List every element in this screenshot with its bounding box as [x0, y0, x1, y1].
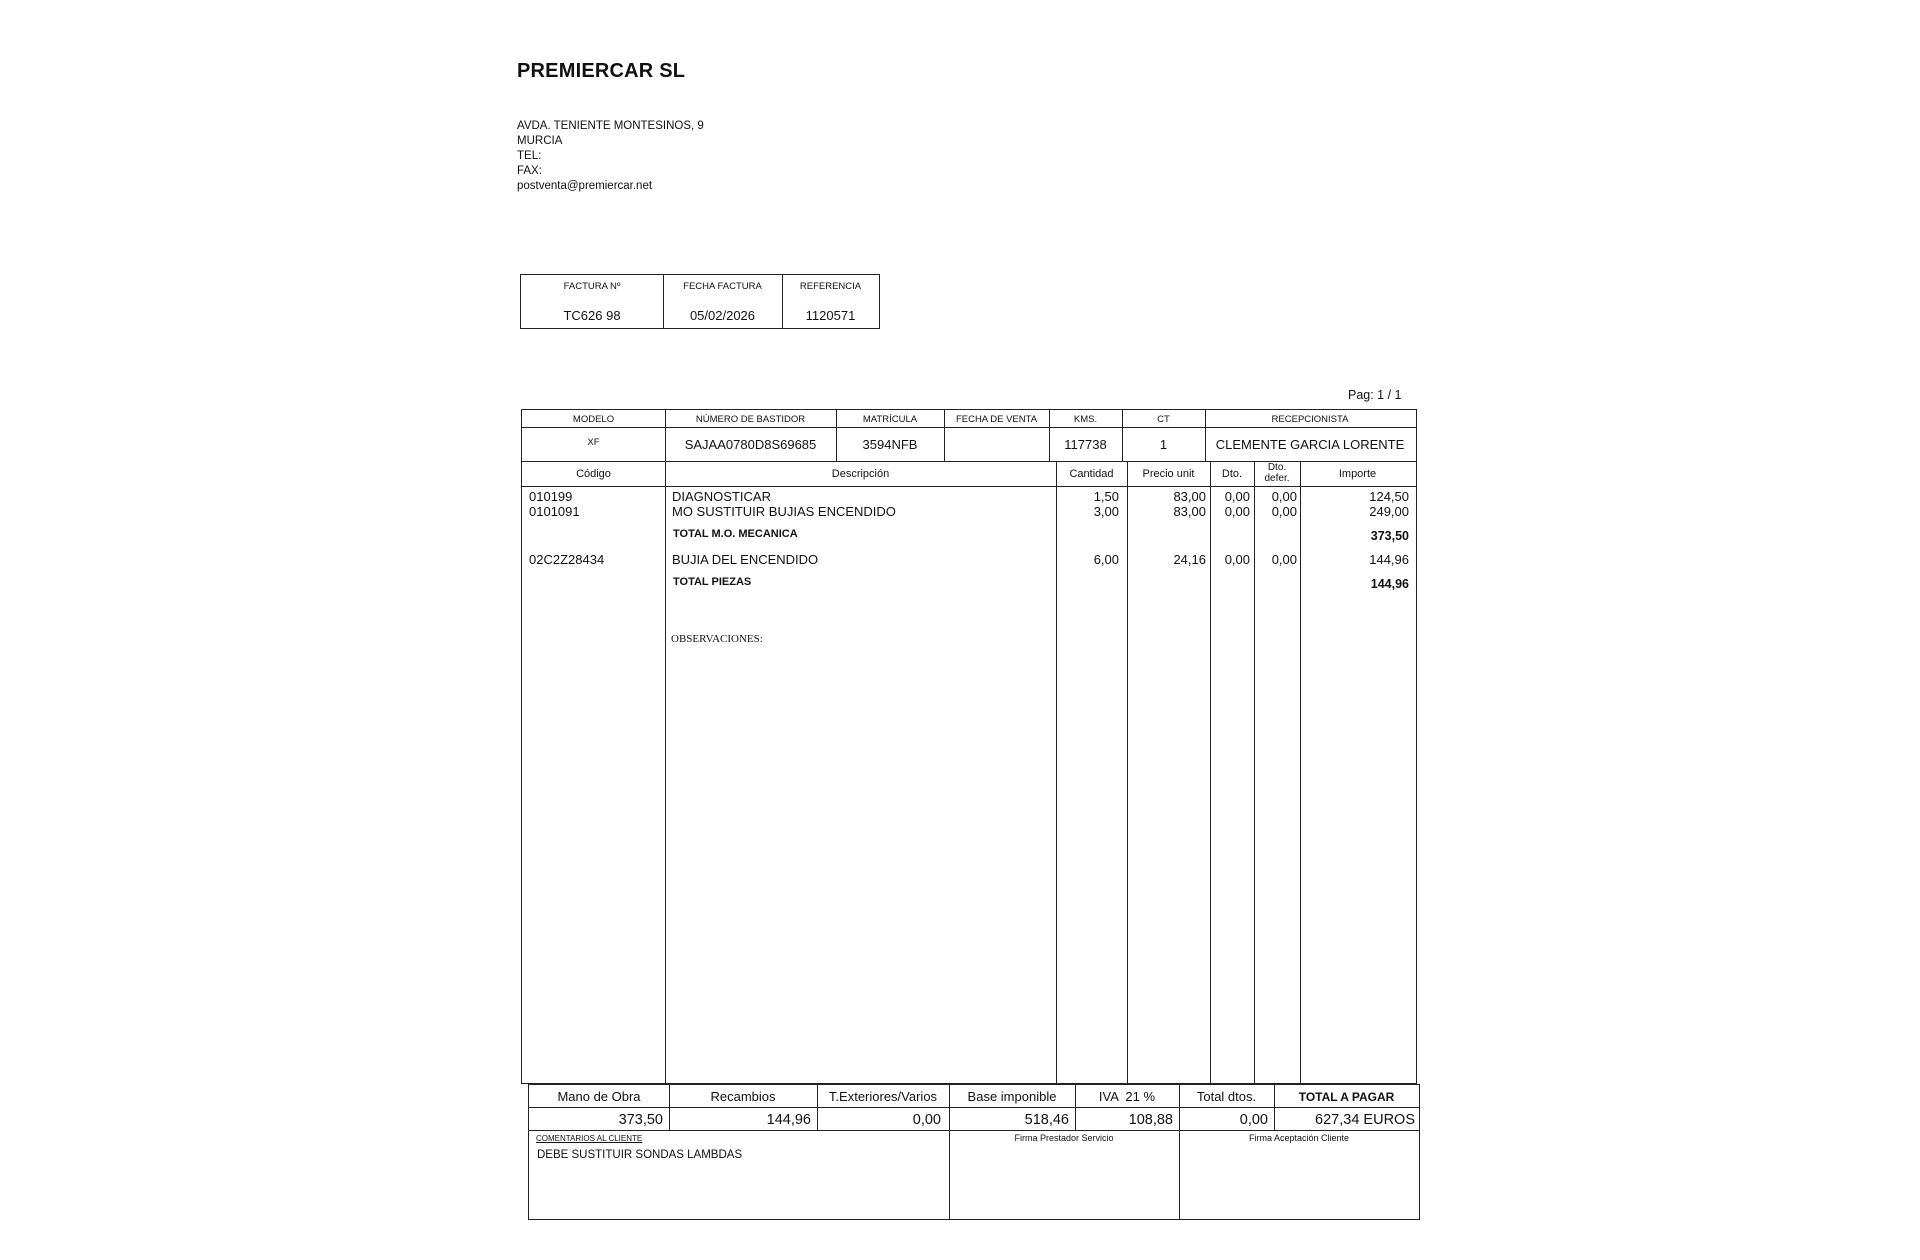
summary-recambios-label: Recambios — [710, 1089, 776, 1104]
col-dto-defer — [1254, 462, 1300, 484]
col-cantidad: Cantidad — [1069, 468, 1114, 480]
header-bastidor: NÚMERO DE BASTIDOR — [695, 414, 806, 425]
company-address: AVDA. TENIENTE MONTESINOS, 9 — [517, 120, 704, 132]
line-1-dto: 0,00 — [1224, 489, 1250, 504]
company-tel: TEL: — [517, 150, 542, 162]
col-importe: Importe — [1338, 468, 1377, 480]
invoice-ref: 1120571 — [805, 308, 856, 323]
subtotal-mo-value: 373,50 — [1370, 529, 1409, 543]
col-descripcion: Descripción — [831, 468, 890, 480]
col-codigo: Código — [576, 468, 611, 480]
line-2-descripcion: MO SUSTITUIR BUJIAS ENCENDIDO — [672, 504, 896, 519]
line-2-dto: 0,00 — [1224, 504, 1250, 519]
invoice-number-label: FACTURA Nº — [563, 281, 621, 292]
company-address-block — [517, 119, 704, 194]
line-3-dto: 0,00 — [1224, 552, 1250, 567]
firma-prestador: Firma Prestador Servicio — [1014, 1133, 1114, 1143]
invoice-number: TC626 98 — [563, 308, 621, 323]
line-1-importe: 124,50 — [1369, 489, 1409, 504]
line-2-precio: 83,00 — [1173, 504, 1206, 519]
line-2-dto-defer: 0,00 — [1271, 504, 1297, 519]
header-matricula: MATRÍCULA — [862, 414, 918, 425]
line-1-precio: 83,00 — [1173, 489, 1206, 504]
line-1-codigo: 010199 — [529, 489, 573, 504]
col-dto-defer-line2: defer. — [1264, 473, 1290, 484]
summary-total-dtos-label: Total dtos. — [1196, 1089, 1257, 1104]
header-modelo: MODELO — [572, 414, 615, 425]
comentarios-label: COMENTARIOS AL CLIENTE — [536, 1134, 643, 1143]
line-3-precio: 24,16 — [1173, 552, 1206, 567]
header-fecha-venta: FECHA DE VENTA — [955, 414, 1038, 425]
header-kms: KMS. — [1073, 414, 1098, 425]
summary-total-label: TOTAL A PAGAR — [1298, 1090, 1395, 1104]
company-email: postventa@premiercar.net — [517, 180, 653, 192]
line-3-dto-defer: 0,00 — [1271, 552, 1297, 567]
summary-exteriores-label: T.Exteriores/Varios — [828, 1089, 938, 1104]
line-3-cantidad: 6,00 — [1093, 552, 1119, 567]
summary-mano-obra-label: Mano de Obra — [557, 1089, 641, 1104]
line-3-codigo: 02C2Z28434 — [529, 552, 605, 567]
header-ct: CT — [1157, 414, 1170, 425]
line-2-cantidad: 3,00 — [1093, 504, 1119, 519]
summary-recambios: 144,96 — [766, 1112, 811, 1128]
subtotal-piezas-value: 144,96 — [1370, 577, 1409, 591]
vehicle-matricula: 3594NFB — [862, 437, 918, 452]
invoice-date-label: FECHA FACTURA — [683, 281, 762, 292]
line-2-codigo: 0101091 — [529, 504, 580, 519]
line-3-descripcion: BUJIA DEL ENCENDIDO — [672, 552, 819, 567]
subtotal-piezas-label: TOTAL PIEZAS — [673, 576, 752, 588]
line-1-cantidad: 1,50 — [1093, 489, 1119, 504]
vehicle-kms: 117738 — [1064, 437, 1107, 452]
company-name: PREMIERCAR SL — [517, 60, 686, 82]
line-1-descripcion: DIAGNOSTICAR — [672, 489, 771, 504]
totals-summary — [528, 1084, 1420, 1220]
summary-total-dtos: 0,00 — [1239, 1112, 1268, 1128]
firma-cliente: Firma Aceptación Cliente — [1248, 1133, 1350, 1143]
vehicle-ct: 1 — [1159, 437, 1168, 452]
col-dto: Dto. — [1221, 468, 1243, 480]
subtotal-mo-label: TOTAL M.O. MECANICA — [673, 528, 798, 540]
col-precio: Precio unit — [1142, 468, 1195, 480]
summary-mano-obra: 373,50 — [618, 1112, 663, 1128]
company-fax: FAX: — [517, 165, 542, 177]
invoice-number-cell — [521, 275, 664, 328]
invoice-ref-cell — [782, 275, 879, 328]
summary-iva-label: IVA 21 % — [1098, 1089, 1156, 1104]
summary-base-label: Base imponible — [967, 1089, 1057, 1104]
vehicle-recepcionista: CLEMENTE GARCIA LORENTE — [1215, 437, 1405, 452]
vehicle-bastidor: SAJAA0780D8S69685 — [684, 437, 817, 452]
summary-exteriores: 0,00 — [912, 1112, 941, 1128]
summary-base: 518,46 — [1024, 1112, 1069, 1128]
line-3-importe: 144,96 — [1369, 552, 1409, 567]
header-recepcionista: RECEPCIONISTA — [1271, 414, 1349, 425]
invoice-lines-table — [521, 409, 1417, 1084]
vehicle-modelo: XF — [587, 437, 600, 448]
summary-total: 627,34 EUROS — [1315, 1112, 1415, 1128]
line-1-dto-defer: 0,00 — [1271, 489, 1297, 504]
invoice-info-box — [520, 274, 880, 329]
invoice-ref-label: REFERENCIA — [799, 281, 862, 292]
invoice-date: 05/02/2026 — [689, 308, 756, 323]
summary-iva: 108,88 — [1128, 1112, 1173, 1128]
col-dto-defer-line1: Dto. — [1267, 462, 1287, 473]
page-number: Pag: 1 / 1 — [1348, 388, 1402, 402]
line-2-importe: 249,00 — [1369, 504, 1409, 519]
invoice-date-cell — [663, 275, 783, 328]
company-city: MURCIA — [517, 135, 563, 147]
comentarios-text: DEBE SUSTITUIR SONDAS LAMBDAS — [537, 1149, 743, 1161]
observaciones-label: OBSERVACIONES: — [671, 633, 763, 645]
